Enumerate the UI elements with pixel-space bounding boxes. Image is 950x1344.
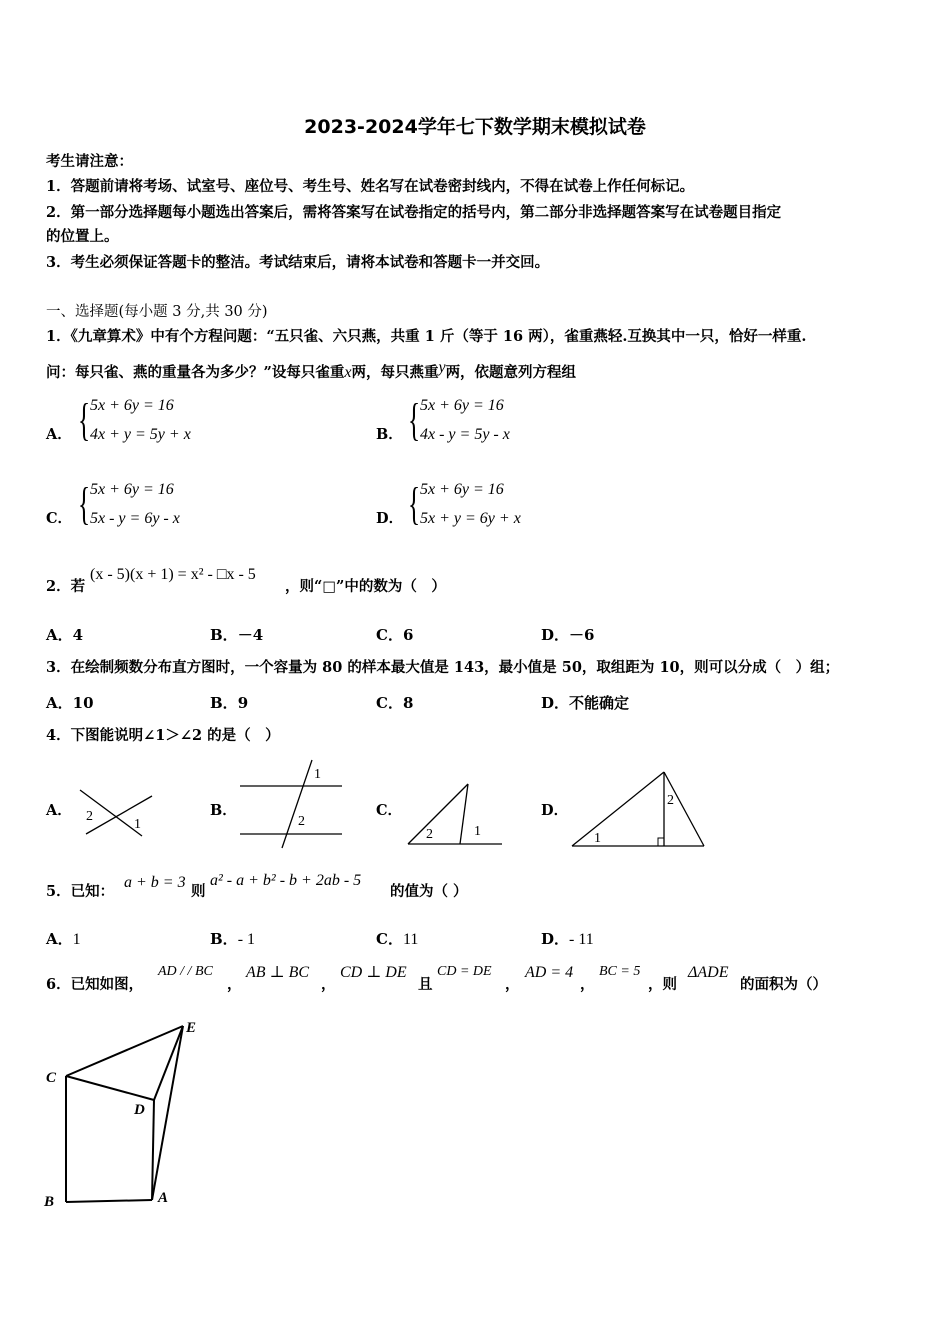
q5-option-a: A．1 (46, 930, 81, 948)
notice-heading: 考生请注意： (46, 153, 133, 170)
svg-text:A: A (158, 1190, 169, 1206)
q1-option-label: C． (46, 510, 73, 527)
q4-option-label: A． (46, 802, 72, 819)
q2-prefix: 2．若 (46, 578, 86, 595)
q6-cond-ab-perp-bc: AB ⊥ BC (246, 964, 310, 981)
q5-expression: a² - a + b² - b + 2ab - 5 (210, 872, 362, 889)
q6-triangle: ΔADE (688, 964, 729, 981)
svg-text:2: 2 (426, 827, 433, 842)
q5-option-d: D．- 11 (541, 930, 594, 948)
var-x: x (344, 364, 352, 381)
q5-then: 则 (191, 883, 206, 900)
q4-text: 4．下图能说明∠1＞∠2 的是（ ） (46, 727, 280, 744)
q2-suffix: ，则“□”中的数为（ ） (285, 578, 446, 595)
page-title: 2023-2024学年七下数学期末模拟试卷 (304, 116, 646, 138)
notice-item: 1．答题前请将考场、试室号、座位号、考生号、姓名写在试卷密封线内，不得在试卷上作任何标记。 (46, 178, 695, 195)
q6-cond-cd-perp-de: CD ⊥ DE (340, 964, 407, 981)
q6-and: 且 (418, 976, 433, 993)
svg-text:1: 1 (314, 767, 321, 782)
q5-suffix: 的值为（ ） (390, 883, 468, 900)
q5-given: a + b = 3 (124, 874, 186, 891)
notice-item: 2．第一部分选择题每小题选出答案后，需将答案写在试卷指定的括号内，第二部分非选择题答案写在试卷题目指定 (46, 204, 782, 221)
q3-option-b: B．9 (210, 694, 249, 712)
q6-comma: ， (227, 976, 242, 993)
svg-text:1: 1 (134, 817, 141, 832)
q1-option-label: D． (376, 510, 404, 527)
q1-option-label: B． (376, 426, 403, 443)
svg-text:2: 2 (667, 793, 674, 808)
section-heading: 一、选择题(每小题 3 分,共 30 分) (46, 304, 268, 320)
q1-text: 1．《九章算术》中有个方程问题：“五只雀、六只燕，共重 1 斤（等于 16 两），雀重燕轻.互换其中一只，恰好一样重. (46, 328, 807, 345)
notice-item: 的位置上。 (46, 228, 119, 245)
q2-option-a: A．4 (46, 626, 84, 644)
svg-text:1: 1 (474, 824, 481, 839)
q3-option-d: D．不能确定 (541, 694, 630, 712)
q6-cond-ad: AD = 4 (525, 964, 574, 981)
q6-cond-ad-parallel-bc: AD / / BC (158, 964, 213, 979)
q6-comma: ， (580, 976, 595, 993)
q4-figure-d (566, 766, 710, 852)
q6-comma: ， (505, 976, 520, 993)
q3-option-a: A．10 (46, 694, 94, 712)
q4-figure-a (76, 782, 158, 842)
svg-text:2: 2 (86, 809, 93, 824)
q6-then: ，则 (648, 976, 677, 993)
q5-option-b: B．- 1 (210, 930, 256, 948)
q6-cond-cd-eq-de: CD = DE (437, 964, 492, 979)
q2-expression: (x - 5)(x + 1) = x² - □x - 5 (90, 566, 256, 583)
svg-text:E: E (186, 1020, 197, 1036)
q2-option-b: B．－4 (210, 626, 264, 644)
q5-prefix: 5．已知： (46, 883, 115, 900)
svg-text:D: D (134, 1102, 145, 1118)
q3-option-c: C．8 (376, 694, 414, 712)
q6-prefix: 6．已知如图， (46, 976, 144, 993)
q6-figure (38, 1014, 208, 1214)
q2-option-c: C．6 (376, 626, 414, 644)
svg-text:C: C (46, 1070, 57, 1086)
q4-option-label: B． (210, 802, 237, 819)
q1-text-2: 问：每只雀、燕的重量各为多少？”设每只雀重x两，每只燕重y两，依题意列方程组 (46, 359, 577, 381)
q4-option-label: C． (376, 802, 403, 819)
q6-cond-bc: BC = 5 (599, 964, 641, 979)
q1-option-label: A． (46, 426, 72, 443)
q6-suffix: 的面积为（） (740, 976, 827, 993)
q3-text: 3．在绘制频数分布直方图时，一个容量为 80 的样本最大值是 143，最小值是 50，取组距为 10，则可以分成（ ）组； (46, 659, 840, 676)
svg-text:1: 1 (594, 831, 601, 846)
q4-figure-c (404, 780, 506, 850)
notice-item: 3．考生必须保证答题卡的整洁。考试结束后，请将本试卷和答题卡一并交回。 (46, 254, 550, 271)
var-y: y (438, 359, 446, 376)
q6-comma: ， (321, 976, 336, 993)
svg-text:2: 2 (298, 814, 305, 829)
svg-text:B: B (44, 1194, 55, 1210)
q4-option-label: D． (541, 802, 569, 819)
q5-option-c: C．11 (376, 930, 419, 948)
q4-figure-b (236, 758, 346, 850)
q2-option-d: D．－6 (541, 626, 595, 644)
